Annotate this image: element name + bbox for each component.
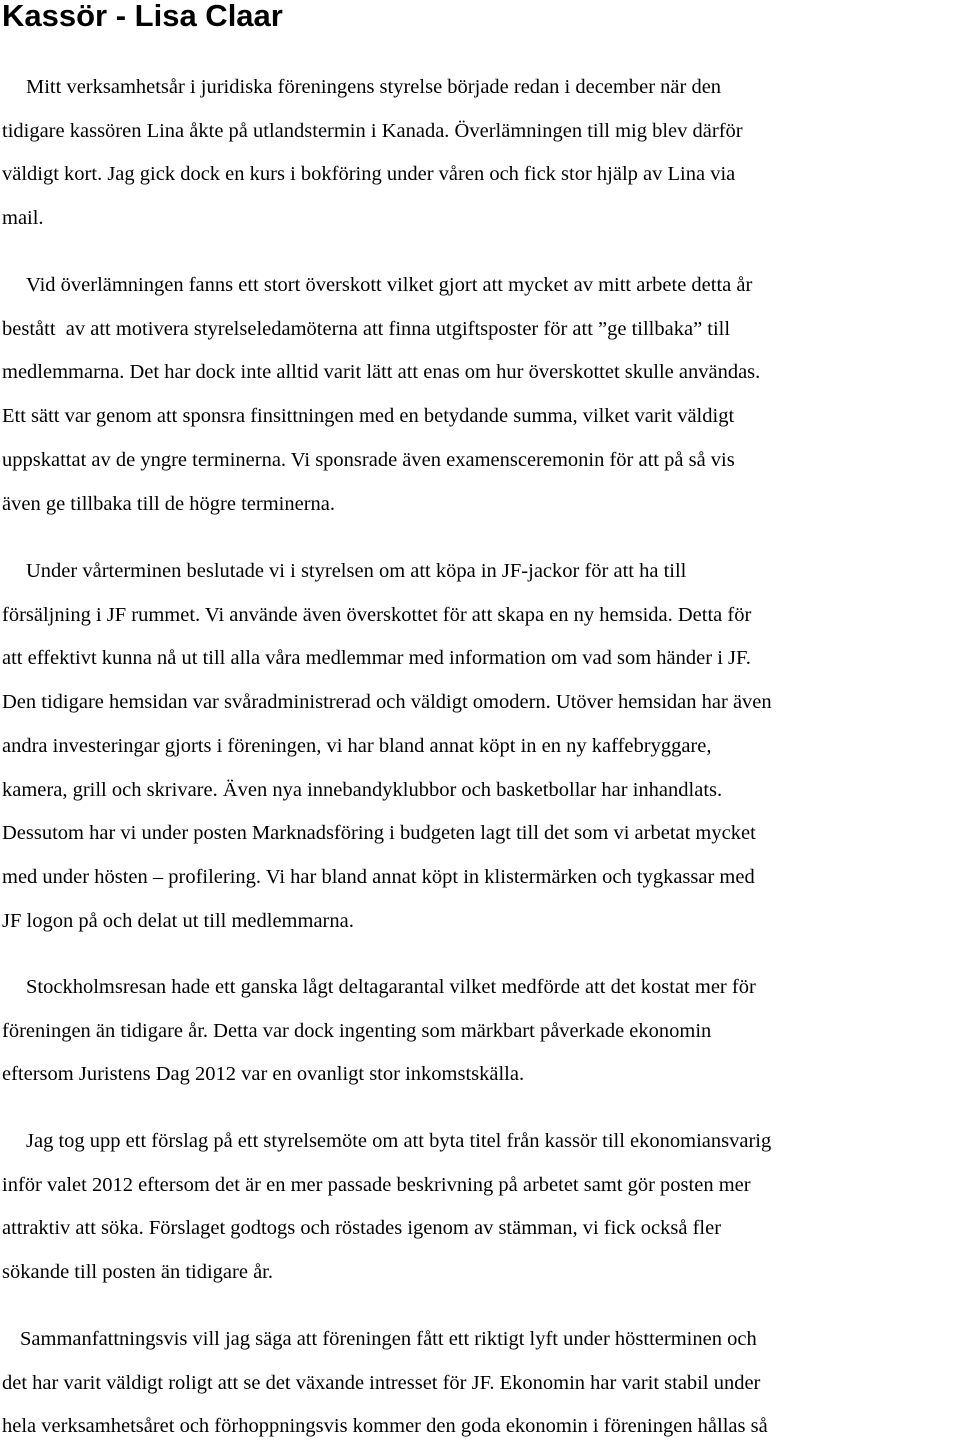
paragraph-line: eftersom Juristens Dag 2012 var en ovanligt stor inkomstskälla.	[2, 1063, 525, 1086]
paragraph-line: Under vårterminen beslutade vi i styrelsen om att köpa in JF-jackor för att ha till	[26, 560, 687, 582]
paragraph-line: Ett sätt var genom att sponsra finsittningen med en betydande summa, vilket varit väldigt	[2, 405, 735, 428]
paragraph-line: med under hösten – profilering. Vi har bland annat köpt in klistermärken och tygkassar med	[2, 865, 755, 888]
paragraph-line: uppskattat av de yngre terminerna. Vi sponsrade även examensceremonin för att på så vis	[2, 448, 735, 471]
paragraph-line: kamera, grill och skrivare. Även nya innebandyklubbor och basketbollar har inhandlats.	[2, 778, 723, 801]
paragraph-line: attraktiv att söka. Förslaget godtogs och röstades igenom av stämman, vi fick också fler	[2, 1217, 722, 1240]
paragraph-line: Dessutom har vi under posten Marknadsföring i budgeten lagt till det som vi arbetat mycket	[2, 822, 756, 845]
paragraph-line: försäljning i JF rummet. Vi använde även överskottet för att skapa en ny hemsida. Detta för	[2, 603, 752, 626]
paragraph-4	[2, 966, 960, 1097]
paragraph-6	[2, 1318, 960, 1449]
paragraph-line: det har varit väldigt roligt att se det växande intresset för JF. Ekonomin har varit stabil under	[2, 1371, 761, 1394]
paragraph-line: Den tidigare hemsidan var svåradministrerad och väldigt omodern. Utöver hemsidan har även	[2, 691, 772, 714]
paragraph-line: JF logon på och delat ut till medlemmarna.	[2, 909, 354, 932]
paragraph-line: sökande till posten än tidigare år.	[2, 1261, 273, 1284]
paragraph-line: Sammanfattningsvis vill jag säga att föreningen fått ett riktigt lyft under höstterminen och	[20, 1328, 757, 1350]
paragraph-line: Jag tog upp ett förslag på ett styrelsemöte om att byta titel från kassör till ekonomiansvarig	[26, 1130, 772, 1152]
paragraph-1	[2, 66, 960, 241]
paragraph-line: Mitt verksamhetsår i juridiska föreningens styrelse började redan i december när den	[26, 76, 722, 98]
paragraph-line: Vid överlämningen fanns ett stort överskott vilket gjort att mycket av mitt arbete detta år	[26, 274, 753, 296]
paragraph-line: andra investeringar gjorts i föreningen, vi har bland annat köpt in en ny kaffebryggare,	[2, 734, 712, 757]
paragraph-line: hela verksamhetsåret och förhoppningsvis kommer den goda ekonomin i föreningen hållas så	[2, 1415, 768, 1438]
paragraph-line: väldigt kort. Jag gick dock en kurs i bokföring under våren och fick stor hjälp av Lina via	[2, 163, 736, 186]
paragraph-line: tidigare kassören Lina åkte på utlandstermin i Kanada. Överlämningen till mig blev därför	[2, 119, 743, 142]
paragraph-5	[2, 1120, 960, 1295]
paragraph-line: föreningen än tidigare år. Detta var dock ingenting som märkbart påverkade ekonomin	[2, 1019, 712, 1042]
page-title: Kassör - Lisa Claar	[2, 0, 283, 33]
paragraph-line: även ge tillbaka till de högre terminerna.	[2, 492, 335, 515]
paragraph-3	[2, 550, 960, 943]
paragraph-line: att effektivt kunna nå ut till alla våra medlemmar med information om vad som händer i JF.	[2, 647, 751, 670]
paragraph-2	[2, 264, 960, 526]
paragraph-line: inför valet 2012 eftersom det är en mer passade beskrivning på arbetet samt gör posten mer	[2, 1173, 751, 1196]
paragraph-line: Stockholmsresan hade ett ganska lågt deltagarantal vilket medförde att det kostat mer för	[26, 976, 756, 998]
paragraph-line: mail.	[2, 207, 44, 230]
paragraph-line: bestått av att motivera styrelseledamöterna att finna utgiftsposter för att ”ge tillbaka” till	[2, 317, 731, 340]
paragraph-line: medlemmarna. Det har dock inte alltid varit lätt att enas om hur överskottet skulle användas.	[2, 361, 761, 384]
